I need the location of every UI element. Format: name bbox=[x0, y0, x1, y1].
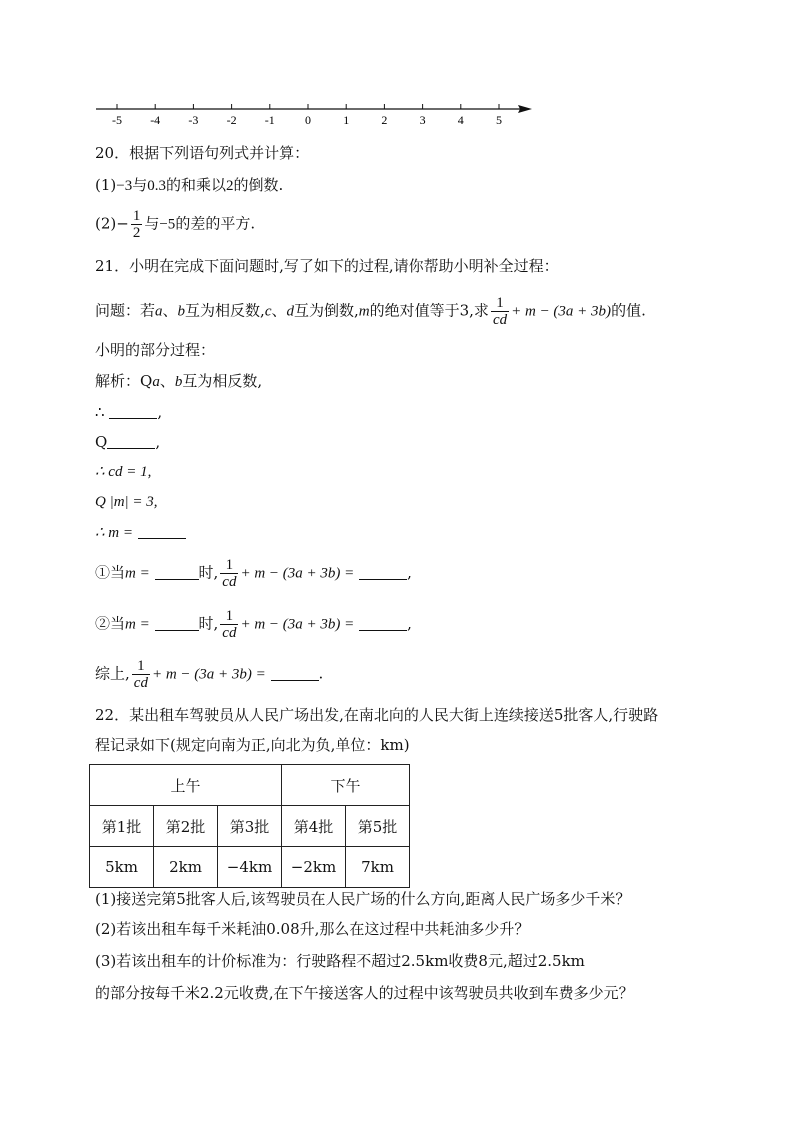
case2-time: 时, bbox=[198, 614, 219, 633]
answer-blank[interactable] bbox=[359, 565, 407, 580]
answer-blank[interactable] bbox=[107, 434, 155, 449]
step-end: , bbox=[157, 403, 163, 421]
q22-stem-line2: 程记录如下(规定向南为正,向北为负,单位：km) bbox=[95, 736, 410, 754]
q22-part3-line2: 的部分按每千米2.2元收费,在下午接送客人的过程中该驾驶员共收到车费多少元？ bbox=[95, 984, 634, 1002]
conclusion-end: . bbox=[318, 664, 324, 683]
answer-blank[interactable] bbox=[109, 404, 157, 419]
q21-problem-lead: 问题：若 bbox=[95, 301, 156, 320]
q21-step2 bbox=[95, 432, 160, 452]
q22-part1: (1)接送完第5批客人后,该驾驶员在人民广场的什么方向,距离人民广场多少千米？ bbox=[95, 890, 631, 908]
batch-cell: 第2批 bbox=[154, 806, 218, 847]
case1-lead: ①当 bbox=[95, 563, 126, 582]
q21-problem-end: 的值. bbox=[611, 301, 646, 320]
var-d: d bbox=[286, 303, 294, 320]
q20-stem: 20．根据下列语句列式并计算： bbox=[95, 144, 310, 162]
number-line-tick-label: -1 bbox=[264, 113, 275, 127]
number-line-tick-label: 1 bbox=[343, 113, 350, 127]
q21-conclusion bbox=[95, 658, 323, 691]
answer-blank[interactable] bbox=[359, 616, 407, 631]
distance-cell: 2km bbox=[154, 847, 218, 888]
case1-fraction bbox=[220, 557, 238, 590]
q20-part2-prefix: (2)− bbox=[95, 214, 129, 233]
conclusion-fraction bbox=[132, 658, 150, 691]
answer-blank[interactable] bbox=[138, 524, 186, 539]
q21-problem bbox=[95, 295, 646, 328]
fraction-numerator: 1 bbox=[220, 557, 238, 574]
q21-step5-lead: ∴ m = bbox=[95, 525, 133, 541]
q21-problem-opposite: 互为相反数, bbox=[185, 301, 265, 320]
q22-stem-line1: 22．某出租车驾驶员从人民广场出发,在南北向的人民大街上连续接送5批客人,行驶路 bbox=[95, 706, 659, 724]
number-line-tick-label: -4 bbox=[150, 113, 161, 127]
number-line-tick-label: 3 bbox=[419, 113, 426, 127]
because-symbol: Q bbox=[95, 433, 108, 451]
number-line-tick-label: 5 bbox=[496, 113, 502, 127]
fraction-denominator: cd bbox=[222, 625, 237, 641]
answer-blank[interactable] bbox=[271, 666, 319, 681]
q21-step3: ∴ cd = 1, bbox=[95, 464, 152, 480]
q21-step1 bbox=[95, 402, 162, 422]
q21-fraction bbox=[491, 295, 509, 328]
fraction-numerator: 1 bbox=[132, 658, 150, 675]
case1-end: , bbox=[407, 563, 412, 582]
case2-end: , bbox=[407, 614, 412, 633]
q21-problem-abs: 的绝对值等于3,求 bbox=[369, 301, 489, 320]
case1-time: 时, bbox=[198, 563, 219, 582]
distance-cell: −4km bbox=[218, 847, 282, 888]
fraction-numerator: 1 bbox=[132, 208, 141, 224]
fraction-denominator: cd bbox=[492, 312, 508, 328]
q21-analysis-lead: 解析：Q bbox=[95, 372, 153, 390]
number-line-tick-label: -2 bbox=[226, 113, 237, 127]
q20-part2-fraction bbox=[131, 208, 143, 241]
header-afternoon: 下午 bbox=[282, 765, 410, 806]
q20-part2-end: 的差的平方. bbox=[175, 214, 256, 233]
distance-cell: 7km bbox=[346, 847, 410, 888]
distance-cell: 5km bbox=[90, 847, 154, 888]
q20-part1-text: 的和乘以 bbox=[165, 176, 226, 194]
q21-case1 bbox=[95, 557, 412, 590]
table-row bbox=[90, 806, 410, 847]
conclusion-expression: + m − (3a + 3b) = bbox=[151, 666, 266, 683]
number-line-tick-label: 2 bbox=[381, 113, 388, 127]
header-morning: 上午 bbox=[90, 765, 282, 806]
q20-part1-with: 与 bbox=[132, 176, 148, 194]
q22-record-table bbox=[89, 764, 410, 888]
q21-expression-tail: + m − (3a + 3b) bbox=[511, 303, 612, 320]
q21-problem-sep1: 、 bbox=[162, 301, 178, 320]
q21-stem: 21．小明在完成下面问题时,写了如下的过程,请你帮助小明补全过程： bbox=[95, 257, 559, 275]
q22-part2: (2)若该出租车每千米耗油0.08升,那么在这过程中共耗油多少升？ bbox=[95, 920, 530, 938]
q21-problem-sep2: 、 bbox=[271, 301, 287, 320]
fraction-denominator: 2 bbox=[132, 225, 141, 241]
case2-lead: ②当 bbox=[95, 614, 126, 633]
number-line-tick-label: -5 bbox=[112, 113, 122, 127]
batch-cell: 第1批 bbox=[90, 806, 154, 847]
q21-problem-reciprocal: 互为倒数, bbox=[294, 301, 359, 320]
table-row bbox=[90, 847, 410, 888]
q20-part2 bbox=[95, 208, 255, 241]
var-a: a bbox=[155, 303, 163, 320]
q20-part1-two: 2 bbox=[226, 178, 234, 194]
batch-cell: 第5批 bbox=[346, 806, 410, 847]
step-end: , bbox=[155, 433, 161, 451]
number-line bbox=[90, 100, 540, 130]
q21-analysis-sep: 、 bbox=[159, 372, 175, 390]
fraction-denominator: cd bbox=[133, 675, 148, 691]
distance-cell: −2km bbox=[282, 847, 346, 888]
var-m: m bbox=[358, 303, 370, 320]
var-b: b bbox=[174, 374, 183, 390]
var-b: b bbox=[177, 303, 186, 320]
var-a: a bbox=[152, 374, 160, 390]
number-line-arrow-icon bbox=[518, 105, 532, 113]
q21-analysis bbox=[95, 371, 262, 392]
q21-case2 bbox=[95, 608, 412, 641]
q22-part3-line1: (3)若该出租车的计价标准为：行驶路程不超过2.5km收费8元,超过2.5km bbox=[95, 952, 585, 970]
q21-partial-label: 小明的部分过程： bbox=[95, 341, 216, 359]
case2-m: m = bbox=[125, 616, 150, 633]
answer-blank[interactable] bbox=[155, 565, 199, 580]
table-row bbox=[90, 765, 410, 806]
q20-part2-with: 与 bbox=[144, 214, 160, 233]
number-line-tick-label: 4 bbox=[457, 113, 464, 127]
case2-expression: + m − (3a + 3b) = bbox=[240, 616, 355, 633]
q21-step5 bbox=[95, 522, 186, 543]
q21-step4: Q |m| = 3, bbox=[95, 494, 158, 510]
q20-part1-prefix: (1) bbox=[95, 176, 117, 194]
answer-blank[interactable] bbox=[155, 616, 199, 631]
number-line-tick-label: 0 bbox=[305, 113, 311, 127]
number-line-tick-label: -3 bbox=[188, 113, 199, 127]
fraction-numerator: 1 bbox=[491, 295, 509, 312]
case2-fraction bbox=[220, 608, 238, 641]
q20-part2-number: −5 bbox=[159, 216, 176, 233]
case1-expression: + m − (3a + 3b) = bbox=[240, 565, 355, 582]
q20-part1-end: 的倒数. bbox=[233, 176, 284, 194]
fraction-denominator: cd bbox=[222, 574, 237, 590]
q20-part1-number-b: 0.3 bbox=[147, 178, 166, 194]
q20-part1-number-a: −3 bbox=[116, 178, 133, 194]
q21-analysis-end: 互为相反数, bbox=[182, 372, 263, 390]
conclusion-lead: 综上, bbox=[95, 664, 130, 683]
batch-cell: 第4批 bbox=[282, 806, 346, 847]
case1-m: m = bbox=[125, 565, 150, 582]
var-c: c bbox=[264, 303, 272, 320]
fraction-numerator: 1 bbox=[220, 608, 238, 625]
therefore-symbol: ∴ bbox=[95, 403, 105, 421]
q20-part1 bbox=[95, 175, 283, 196]
batch-cell: 第3批 bbox=[218, 806, 282, 847]
